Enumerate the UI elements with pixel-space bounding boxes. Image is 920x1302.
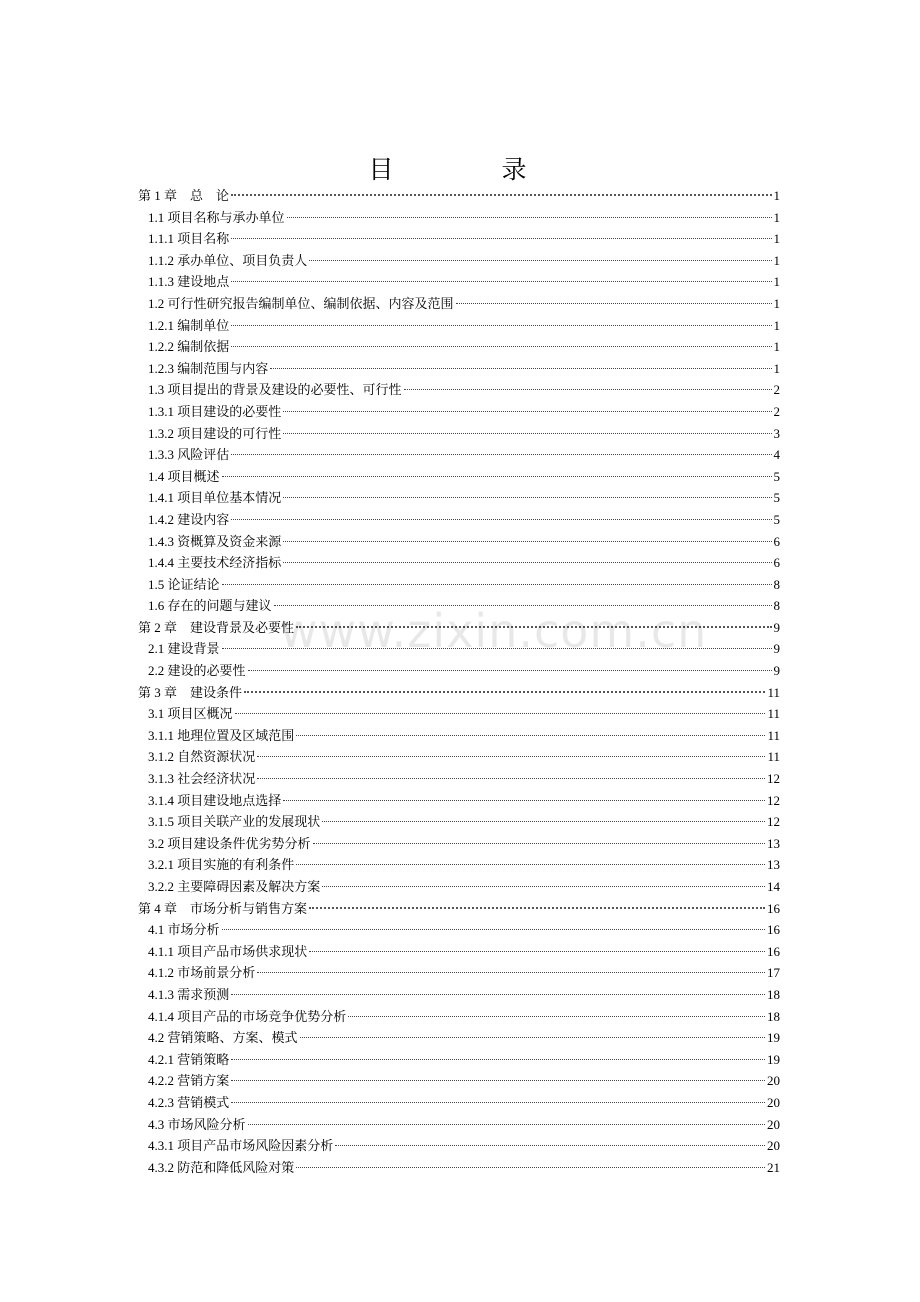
toc-page-number: 20 xyxy=(767,1138,780,1154)
toc-section-entry[interactable] xyxy=(138,401,780,423)
dot-leader xyxy=(235,712,766,714)
toc-entry-label: 4.2 营销策略、方案、模式 xyxy=(148,1030,298,1046)
toc-page-number: 8 xyxy=(773,598,780,614)
toc-section-entry[interactable] xyxy=(138,574,780,596)
dot-leader xyxy=(244,690,765,693)
toc-section-entry[interactable] xyxy=(138,854,780,876)
toc-page-number: 20 xyxy=(767,1073,780,1089)
toc-entry-label: 1.1.1 项目名称 xyxy=(148,231,230,247)
toc-page-number: 1 xyxy=(773,231,780,247)
toc-section-entry[interactable] xyxy=(138,962,780,984)
dot-leader xyxy=(248,669,772,671)
toc-entry-label: 1.4.4 主要技术经济指标 xyxy=(148,555,282,571)
toc-page-number: 16 xyxy=(767,900,780,916)
toc-entry-label: 2.1 建设背景 xyxy=(148,641,220,657)
dot-leader xyxy=(231,993,765,995)
dot-leader xyxy=(231,324,771,326)
toc-entry-label: 1.1 项目名称与承办单位 xyxy=(148,209,285,225)
toc-page-number: 1 xyxy=(773,274,780,290)
toc-page-number: 18 xyxy=(767,1008,780,1024)
toc-entry-label: 第 4 章 市场分析与销售方案 xyxy=(138,900,308,916)
toc-page-number: 17 xyxy=(767,965,780,981)
dot-leader xyxy=(296,1166,765,1168)
toc-section-entry[interactable] xyxy=(138,293,780,315)
dot-leader xyxy=(283,561,771,563)
dot-leader xyxy=(456,302,772,304)
toc-page-number: 5 xyxy=(773,490,780,506)
toc-entry-label: 3.2.1 项目实施的有利条件 xyxy=(148,857,295,873)
dot-leader xyxy=(309,259,771,261)
toc-entry-label: 1.4.3 资概算及资金来源 xyxy=(148,533,282,549)
dot-leader xyxy=(309,906,765,909)
toc-page-number: 9 xyxy=(773,641,780,657)
toc-entry-label: 1.5 论证结论 xyxy=(148,576,220,592)
toc-section-entry[interactable] xyxy=(138,271,780,293)
toc-page-number: 12 xyxy=(767,814,780,830)
dot-leader xyxy=(231,1058,765,1060)
toc-section-entry[interactable] xyxy=(138,336,780,358)
toc-entry-label: 4.2.2 营销方案 xyxy=(148,1073,230,1089)
toc-entry-label: 3.2 项目建设条件优劣势分析 xyxy=(148,835,311,851)
dot-leader xyxy=(222,475,772,477)
dot-leader xyxy=(231,453,771,455)
toc-page-number: 16 xyxy=(767,943,780,959)
dot-leader xyxy=(348,1015,765,1017)
toc-entry-label: 4.1.4 项目产品的市场竞争优势分析 xyxy=(148,1008,347,1024)
dot-leader xyxy=(283,432,771,434)
toc-section-entry[interactable] xyxy=(138,552,780,574)
toc-section-entry[interactable] xyxy=(138,876,780,898)
toc-entry-label: 1.1.3 建设地点 xyxy=(148,274,230,290)
toc-chapter-entry[interactable] xyxy=(138,682,780,704)
toc-entry-label: 1.2.1 编制单位 xyxy=(148,317,230,333)
toc-page-number: 14 xyxy=(767,879,780,894)
toc-entry-label: 4.3.1 项目产品市场风险因素分析 xyxy=(148,1138,334,1154)
toc-section-entry[interactable] xyxy=(138,1006,780,1028)
toc-entry-label: 3.1.1 地理位置及区域范围 xyxy=(148,727,295,743)
toc-entry-label: 3.2.2 主要障碍因素及解决方案 xyxy=(148,879,321,894)
dot-leader xyxy=(287,216,772,218)
toc-page-number: 11 xyxy=(767,684,780,700)
toc-section-entry[interactable] xyxy=(138,833,780,855)
dot-leader xyxy=(270,367,771,369)
toc-page-number: 1 xyxy=(773,295,780,311)
toc-page-number: 6 xyxy=(773,533,780,549)
dot-leader xyxy=(296,734,765,736)
toc-page-number: 11 xyxy=(767,749,780,765)
toc-chapter-entry[interactable] xyxy=(138,898,780,920)
toc-entry-label: 2.2 建设的必要性 xyxy=(148,663,246,679)
toc-entry-label: 1.4 项目概述 xyxy=(148,468,220,484)
toc-entry-label: 4.1 市场分析 xyxy=(148,922,220,938)
toc-section-entry[interactable] xyxy=(138,725,780,747)
toc-entry-label: 4.2.1 营销策略 xyxy=(148,1051,230,1067)
toc-page-number: 21 xyxy=(767,1159,780,1175)
toc-section-entry[interactable] xyxy=(138,531,780,553)
dot-leader xyxy=(309,950,765,952)
toc-section-entry[interactable] xyxy=(138,811,780,833)
dot-leader xyxy=(296,863,765,865)
toc-page-number: 4 xyxy=(773,447,780,463)
toc-page-number: 12 xyxy=(767,792,780,808)
toc-section-entry[interactable] xyxy=(138,660,780,682)
toc-section-entry[interactable] xyxy=(138,790,780,812)
toc-page-number: 1 xyxy=(773,188,780,203)
dot-leader xyxy=(300,1036,765,1038)
toc-section-entry[interactable] xyxy=(138,1114,780,1136)
toc-entry-label: 1.2.2 编制依据 xyxy=(148,339,230,355)
toc-section-entry[interactable] xyxy=(138,1027,780,1049)
toc-section-entry[interactable] xyxy=(138,423,780,445)
toc-section-entry[interactable] xyxy=(138,444,780,466)
toc-entry-label: 4.3 市场风险分析 xyxy=(148,1116,246,1132)
toc-page-number: 12 xyxy=(767,771,780,787)
toc-section-entry[interactable] xyxy=(138,1070,780,1092)
toc-section-entry[interactable] xyxy=(138,1157,780,1179)
toc-section-entry[interactable] xyxy=(138,919,780,941)
toc-page-number: 1 xyxy=(773,339,780,355)
toc-title: 目 录 xyxy=(368,155,577,184)
toc-page-number: 1 xyxy=(773,360,780,376)
toc-page-number: 2 xyxy=(773,403,780,419)
toc-entry-label: 1.2.3 编制范围与内容 xyxy=(148,360,269,376)
toc-entry-label: 4.3.2 防范和降低风险对策 xyxy=(148,1159,295,1175)
watermark: www.zixin.com.cn xyxy=(280,604,708,658)
toc-page-number: 9 xyxy=(773,619,780,635)
toc-page-number: 18 xyxy=(767,986,780,1002)
toc-page-number: 6 xyxy=(773,555,780,571)
dot-leader xyxy=(313,842,765,844)
dot-leader xyxy=(257,777,765,779)
toc-entry-label: 3.1.3 社会经济状况 xyxy=(148,771,256,787)
dot-leader xyxy=(222,928,765,930)
toc-page-number: 11 xyxy=(767,706,780,722)
toc-page-number: 3 xyxy=(773,425,780,441)
dot-leader xyxy=(248,1123,765,1125)
toc-section-entry[interactable] xyxy=(138,941,780,963)
toc-section-entry[interactable] xyxy=(138,1092,780,1114)
toc-entry-label: 4.1.1 项目产品市场供求现状 xyxy=(148,943,308,959)
toc-page-number: 9 xyxy=(773,663,780,679)
toc-section-entry[interactable] xyxy=(138,466,780,488)
toc-entry-label: 1.2 可行性研究报告编制单位、编制依据、内容及范围 xyxy=(148,295,454,311)
toc-section-entry[interactable] xyxy=(138,1135,780,1157)
dot-leader xyxy=(222,583,772,585)
toc-section-entry[interactable] xyxy=(138,315,780,337)
toc-entry-label: 3.1.4 项目建设地点选择 xyxy=(148,792,282,808)
toc-entry-label: 1.3 项目提出的背景及建设的必要性、可行性 xyxy=(148,382,402,398)
dot-leader xyxy=(322,820,765,822)
toc-page-number: 1 xyxy=(773,252,780,268)
toc-entry-label: 4.2.3 营销模式 xyxy=(148,1094,230,1110)
toc-page-number: 11 xyxy=(767,727,780,743)
toc-entry-label: 4.1.2 市场前景分析 xyxy=(148,965,256,981)
dot-leader xyxy=(283,540,771,542)
toc-page-number: 1 xyxy=(773,209,780,225)
toc-section-entry[interactable] xyxy=(138,487,780,509)
table-of-contents xyxy=(138,185,780,1178)
dot-leader xyxy=(231,280,771,282)
toc-entry-label: 1.6 存在的问题与建议 xyxy=(148,598,272,614)
toc-page-number: 13 xyxy=(767,835,780,851)
toc-page-number: 20 xyxy=(767,1116,780,1132)
toc-section-entry[interactable] xyxy=(138,228,780,250)
toc-page-number: 16 xyxy=(767,922,780,938)
toc-entry-label: 4.1.3 需求预测 xyxy=(148,986,230,1002)
toc-entry-label: 第 2 章 建设背景及必要性 xyxy=(138,619,295,635)
dot-leader xyxy=(231,237,771,239)
dot-leader xyxy=(283,799,765,801)
toc-entry-label: 1.4.1 项目单位基本情况 xyxy=(148,490,282,506)
toc-section-entry[interactable] xyxy=(138,984,780,1006)
toc-entry-label: 1.3.3 风险评估 xyxy=(148,447,230,463)
toc-page-number: 5 xyxy=(773,511,780,527)
toc-section-entry[interactable] xyxy=(138,250,780,272)
toc-page-number: 2 xyxy=(773,382,780,398)
toc-entry-label: 1.3.1 项目建设的必要性 xyxy=(148,403,282,419)
dot-leader xyxy=(283,410,771,412)
toc-chapter-entry[interactable] xyxy=(138,185,780,207)
toc-page-number: 19 xyxy=(767,1030,780,1046)
dot-leader xyxy=(231,1079,765,1081)
toc-entry-label: 3.1.5 项目关联产业的发展现状 xyxy=(148,814,321,830)
toc-entry-label: 3.1 项目区概况 xyxy=(148,706,233,722)
toc-section-entry[interactable] xyxy=(138,509,780,531)
toc-entry-label: 1.4.2 建设内容 xyxy=(148,511,230,527)
dot-leader xyxy=(231,1101,765,1103)
toc-section-entry[interactable] xyxy=(138,1049,780,1071)
dot-leader xyxy=(231,193,771,196)
toc-page-number: 8 xyxy=(773,576,780,592)
toc-page-number: 5 xyxy=(773,468,780,484)
dot-leader xyxy=(257,971,765,973)
toc-page-number: 1 xyxy=(773,317,780,333)
dot-leader xyxy=(231,518,771,520)
toc-section-entry[interactable] xyxy=(138,746,780,768)
toc-entry-label: 第 3 章 建设条件 xyxy=(138,684,243,700)
toc-page-number: 13 xyxy=(767,857,780,873)
toc-entry-label: 3.1.2 自然资源状况 xyxy=(148,749,256,765)
toc-entry-label: 1.3.2 项目建设的可行性 xyxy=(148,425,282,441)
toc-page-number: 20 xyxy=(767,1094,780,1110)
dot-leader xyxy=(257,755,765,757)
toc-section-entry[interactable] xyxy=(138,358,780,380)
dot-leader xyxy=(335,1144,765,1146)
dot-leader xyxy=(404,388,772,390)
dot-leader xyxy=(283,496,771,498)
toc-section-entry[interactable] xyxy=(138,768,780,790)
toc-section-entry[interactable] xyxy=(138,379,780,401)
dot-leader xyxy=(231,345,771,347)
toc-page-number: 19 xyxy=(767,1051,780,1067)
toc-section-entry[interactable] xyxy=(138,703,780,725)
toc-section-entry[interactable] xyxy=(138,207,780,229)
toc-entry-label: 1.1.2 承办单位、项目负责人 xyxy=(148,252,308,268)
toc-entry-label: 第 1 章 总 论 xyxy=(138,188,230,203)
dot-leader xyxy=(322,885,765,887)
